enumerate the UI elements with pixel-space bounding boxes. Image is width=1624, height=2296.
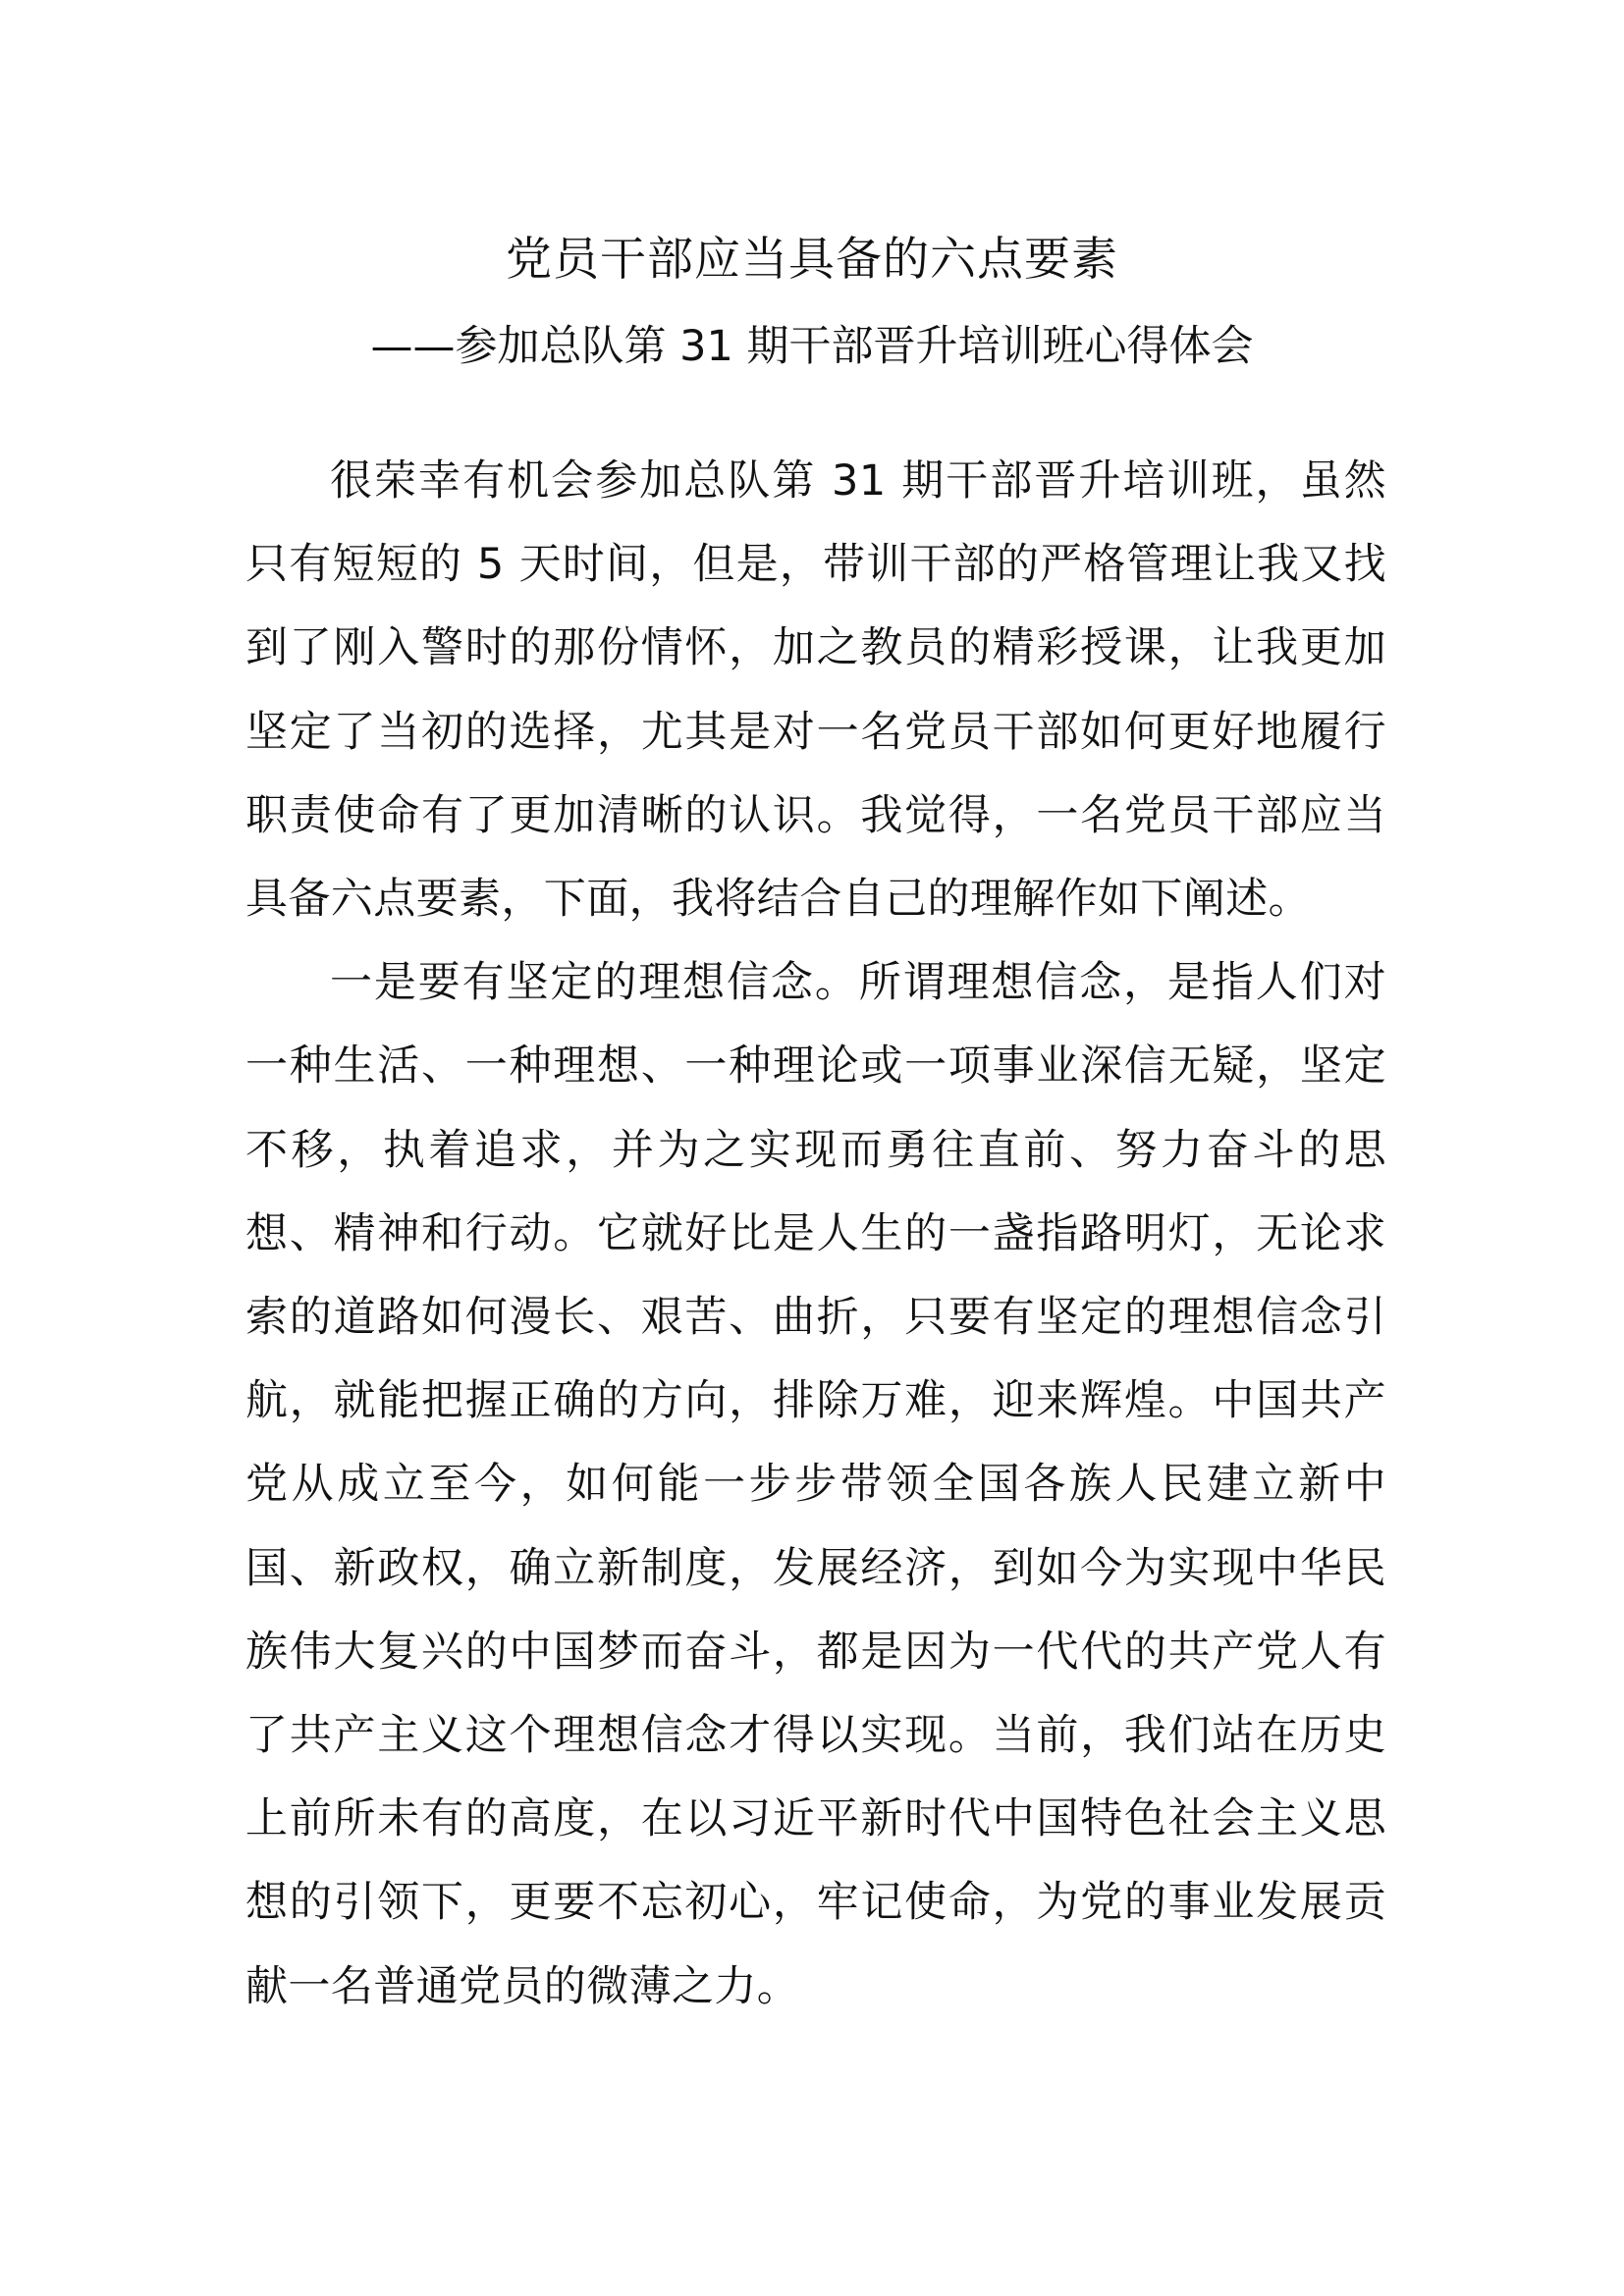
document-subtitle: ——参加总队第 31 期干部晋升培训班心得体会 — [370, 322, 1254, 371]
document-body — [245, 440, 1386, 2029]
paragraph-intro: 很荣幸有机会参加总队第 31 期干部晋升培训班，虽然只有短短的 5 天时间，但是，带训干部的严格管理让我又找到了刚入警时的那份情怀，加之教员的精彩授课，让我更加坚定了当初的选择，尤其是对一名党员干部如何更好地履行职责使命有了更加清晰的认识。我觉得，一名党员干部应当具备六点要素，下面，我将结合自己的理解作如下阐述。 — [245, 456, 1386, 925]
document-title: 党员干部应当具备的六点要素 — [506, 233, 1118, 287]
paragraph-ideals: 一是要有坚定的理想信念。所谓理想信念，是指人们对一种生活、一种理想、一种理论或一项事业深信无疑，坚定不移，执着追求，并为之实现而勇往直前、努力奋斗的思想、精神和行动。它就好比是人生的一盏指路明灯，无论求索的道路如何漫长、艰苦、曲折，只要有坚定的理想信念引航，就能把握正确的方向，排除万难，迎来辉煌。中国共产党从成立至今，如何能一步步带领全国各族人民建立新中国、新政权，确立新制度，发展经济，到如今为实现中华民族伟大复兴的中国梦而奋斗，都是因为一代代的共产党人有了共产主义这个理想信念才得以实现。当前，我们站在历史上前所未有的高度，在以习近平新时代中国特色社会主义思想的引领下，更要不忘初心，牢记使命，为党的事业发展贡献一名普通党员的微薄之力。 — [245, 958, 1386, 2011]
